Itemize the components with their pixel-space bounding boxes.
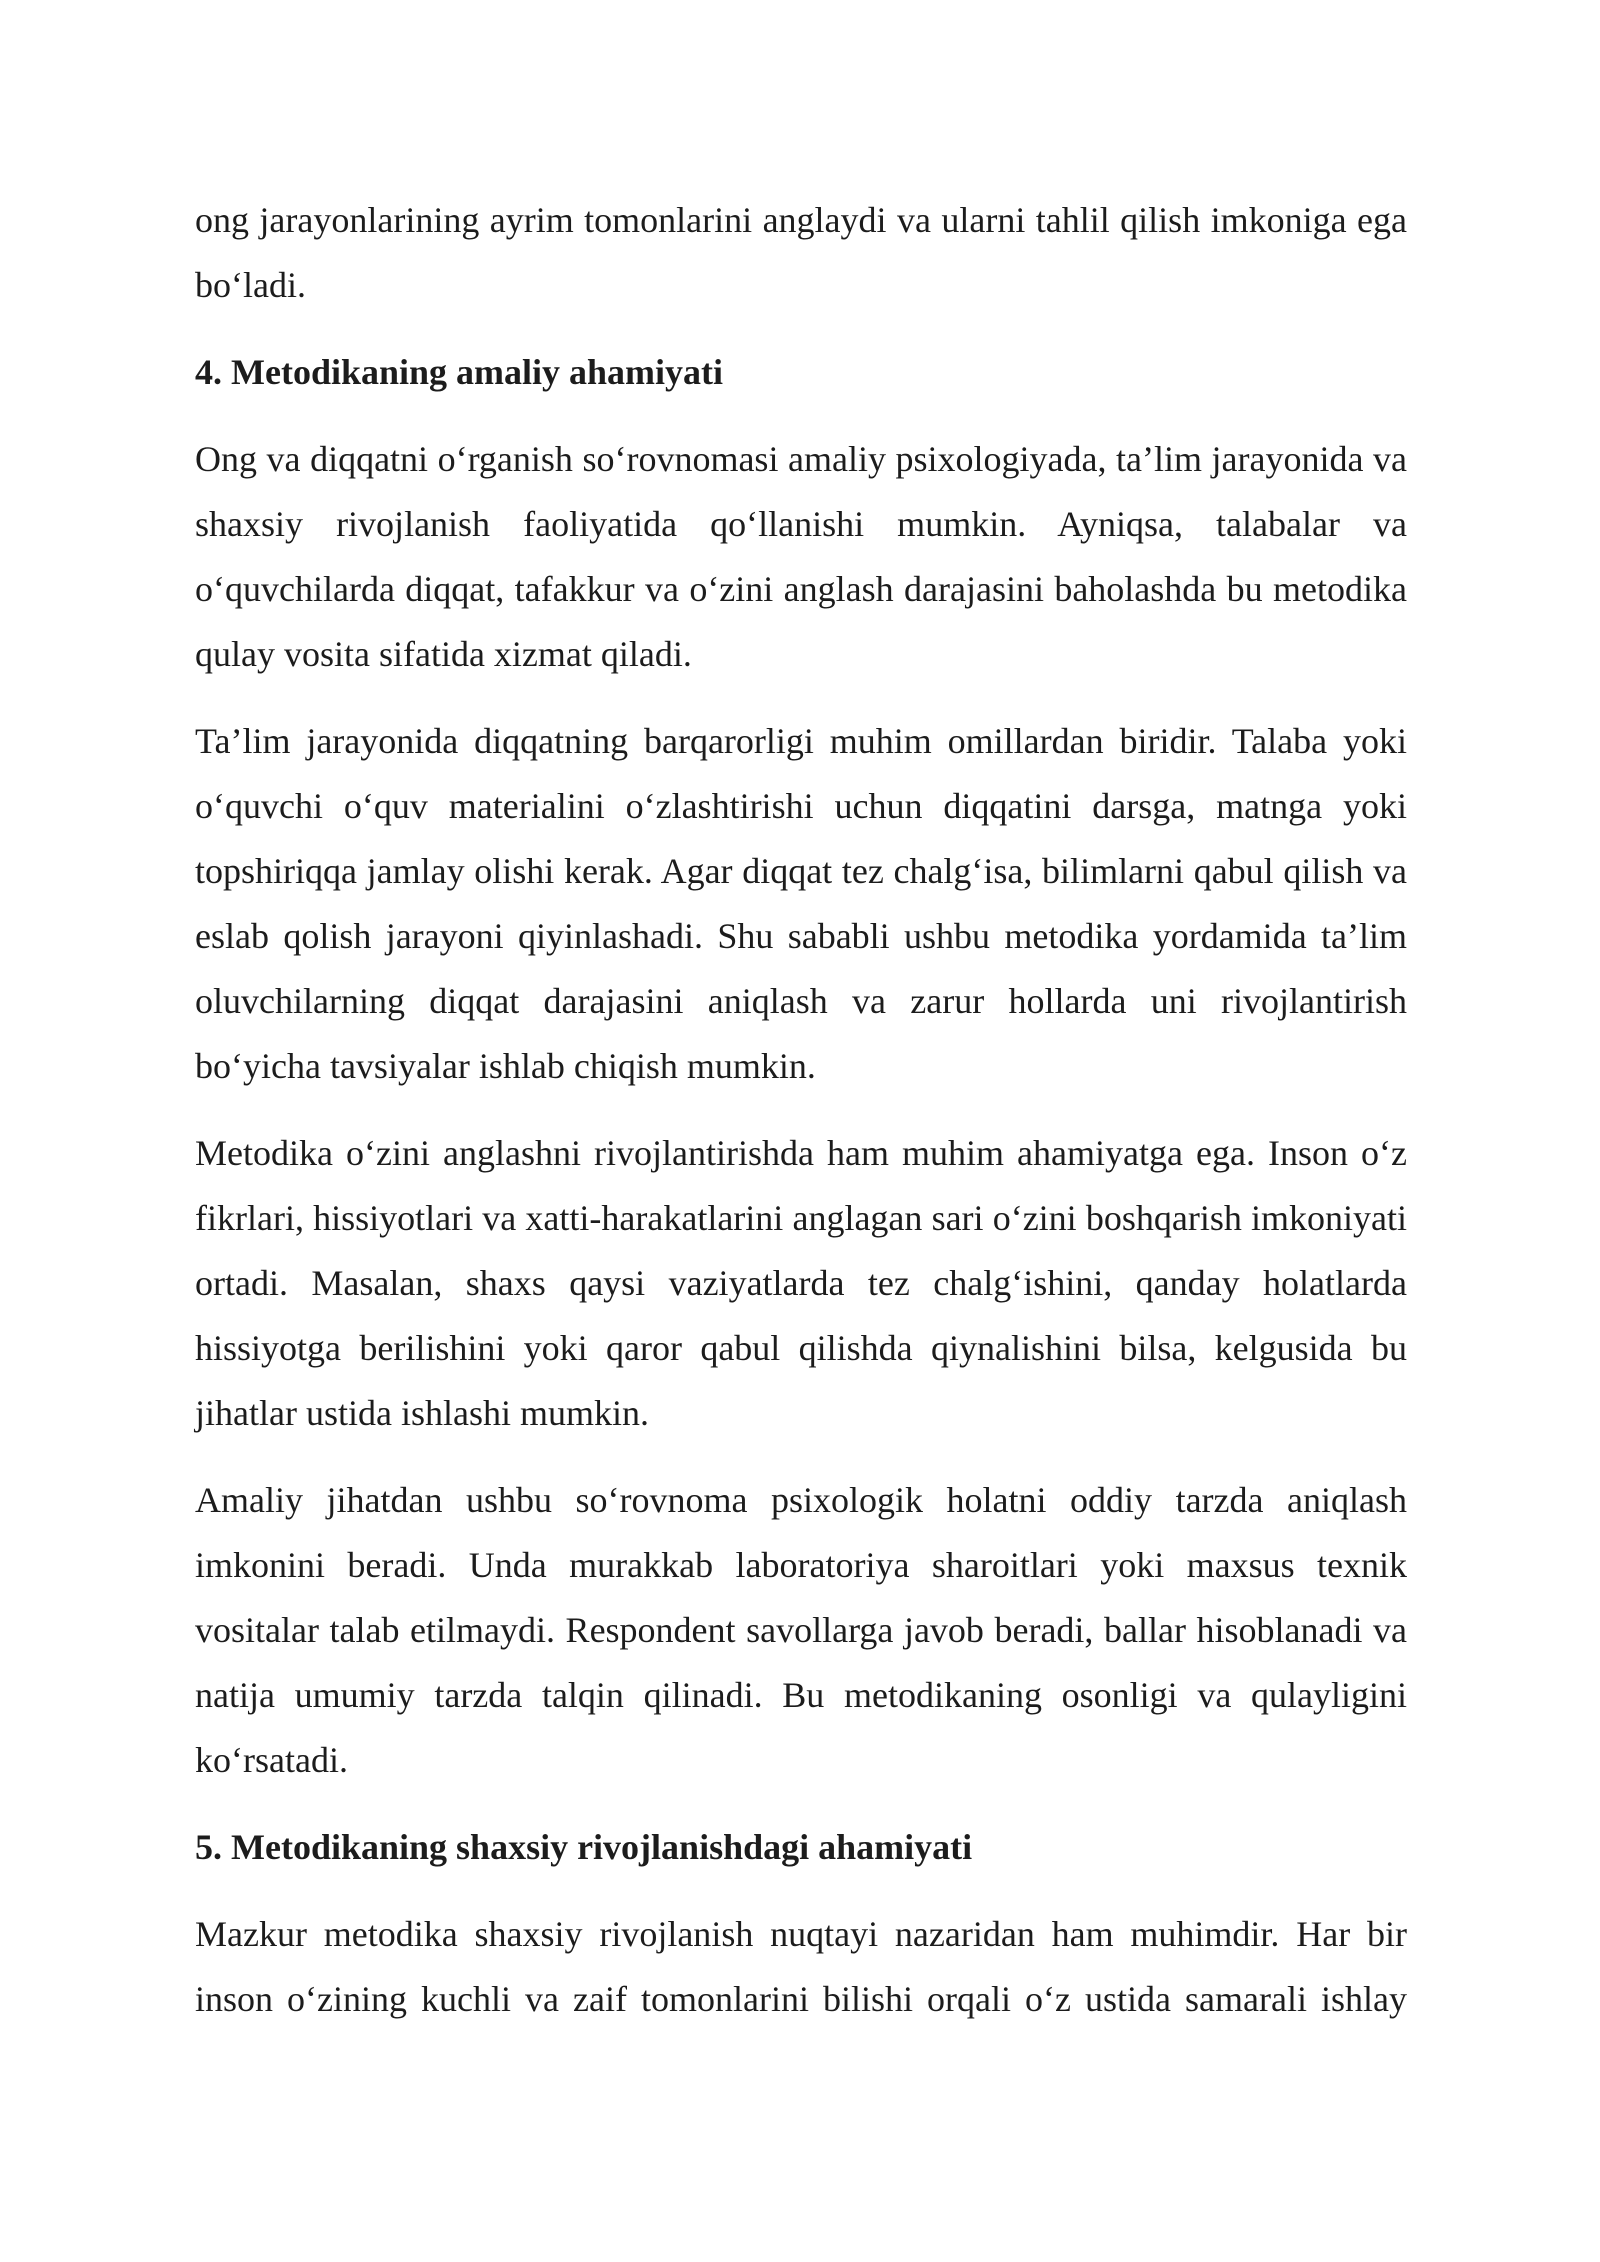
paragraph-practical-use: Ong va diqqatni o‘rganish so‘rovnomasi amaliy psixologiyada, ta’lim jarayonida va shaxsiy rivojlanish faoliyatida qo‘llanishi mumkin. Ayniqsa, talabalar va o‘quvchilarda diqqat, tafakkur va o‘zini anglash darajasini baholashda bu metodika qulay vosita sifatida xizmat qiladi. (195, 439, 1407, 674)
paragraph-intro-continuation: ong jarayonlarining ayrim tomonlarini anglaydi va ularni tahlil qilish imkoniga ega bo‘ladi. (195, 200, 1407, 305)
paragraph-education-attention: Ta’lim jarayonida diqqatning barqarorligi muhim omillardan biridir. Talaba yoki o‘quvchi o‘quv materialini o‘zlashtirishi uchun diqqatini darsga, matnga yoki topshiriqqa jamlay olishi kerak. Agar diqqat tez chalg‘isa, bilimlarni qabul qilish va eslab qolish jarayoni qiyinlashadi. Shu sababli ushbu metodika yordamida ta’lim oluvchilarning diqqat darajasini aniqlash va zarur hollarda uni rivojlantirish bo‘yicha tavsiyalar ishlab chiqish mumkin. (195, 721, 1407, 1086)
section-heading-4: 4. Metodikaning amaliy ahamiyati (195, 352, 724, 392)
paragraph-personal-development: Mazkur metodika shaxsiy rivojlanish nuqtayi nazaridan ham muhimdir. Har bir inson o‘zining kuchli va zaif tomonlarini bilishi orqali o‘z ustida samarali ishlay (195, 1914, 1407, 2019)
section-heading-5: 5. Metodikaning shaxsiy rivojlanishdagi ahamiyati (195, 1827, 973, 1867)
paragraph-practical-simplicity: Amaliy jihatdan ushbu so‘rovnoma psixologik holatni oddiy tarzda aniqlash imkonini beradi. Unda murakkab laboratoriya sharoitlari yoki maxsus texnik vositalar talab etilmaydi. Respondent savollarga javob beradi, ballar hisoblanadi va natija umumiy tarzda talqin qilinadi. Bu metodikaning osonligi va qulayligini ko‘rsatadi. (195, 1480, 1407, 1780)
paragraph-self-awareness: Metodika o‘zini anglashni rivojlantirishda ham muhim ahamiyatga ega. Inson o‘z fikrlari, hissiyotlari va xatti-harakatlarini anglagan sari o‘zini boshqarish imkoniyati ortadi. Masalan, shaxs qaysi vaziyatlarda tez chalg‘ishini, qanday holatlarda hissiyotga berilishini yoki qaror qabul qilishda qiynalishini bilsa, kelgusida bu jihatlar ustida ishlashi mumkin. (195, 1133, 1407, 1433)
document-body (195, 188, 1407, 2054)
